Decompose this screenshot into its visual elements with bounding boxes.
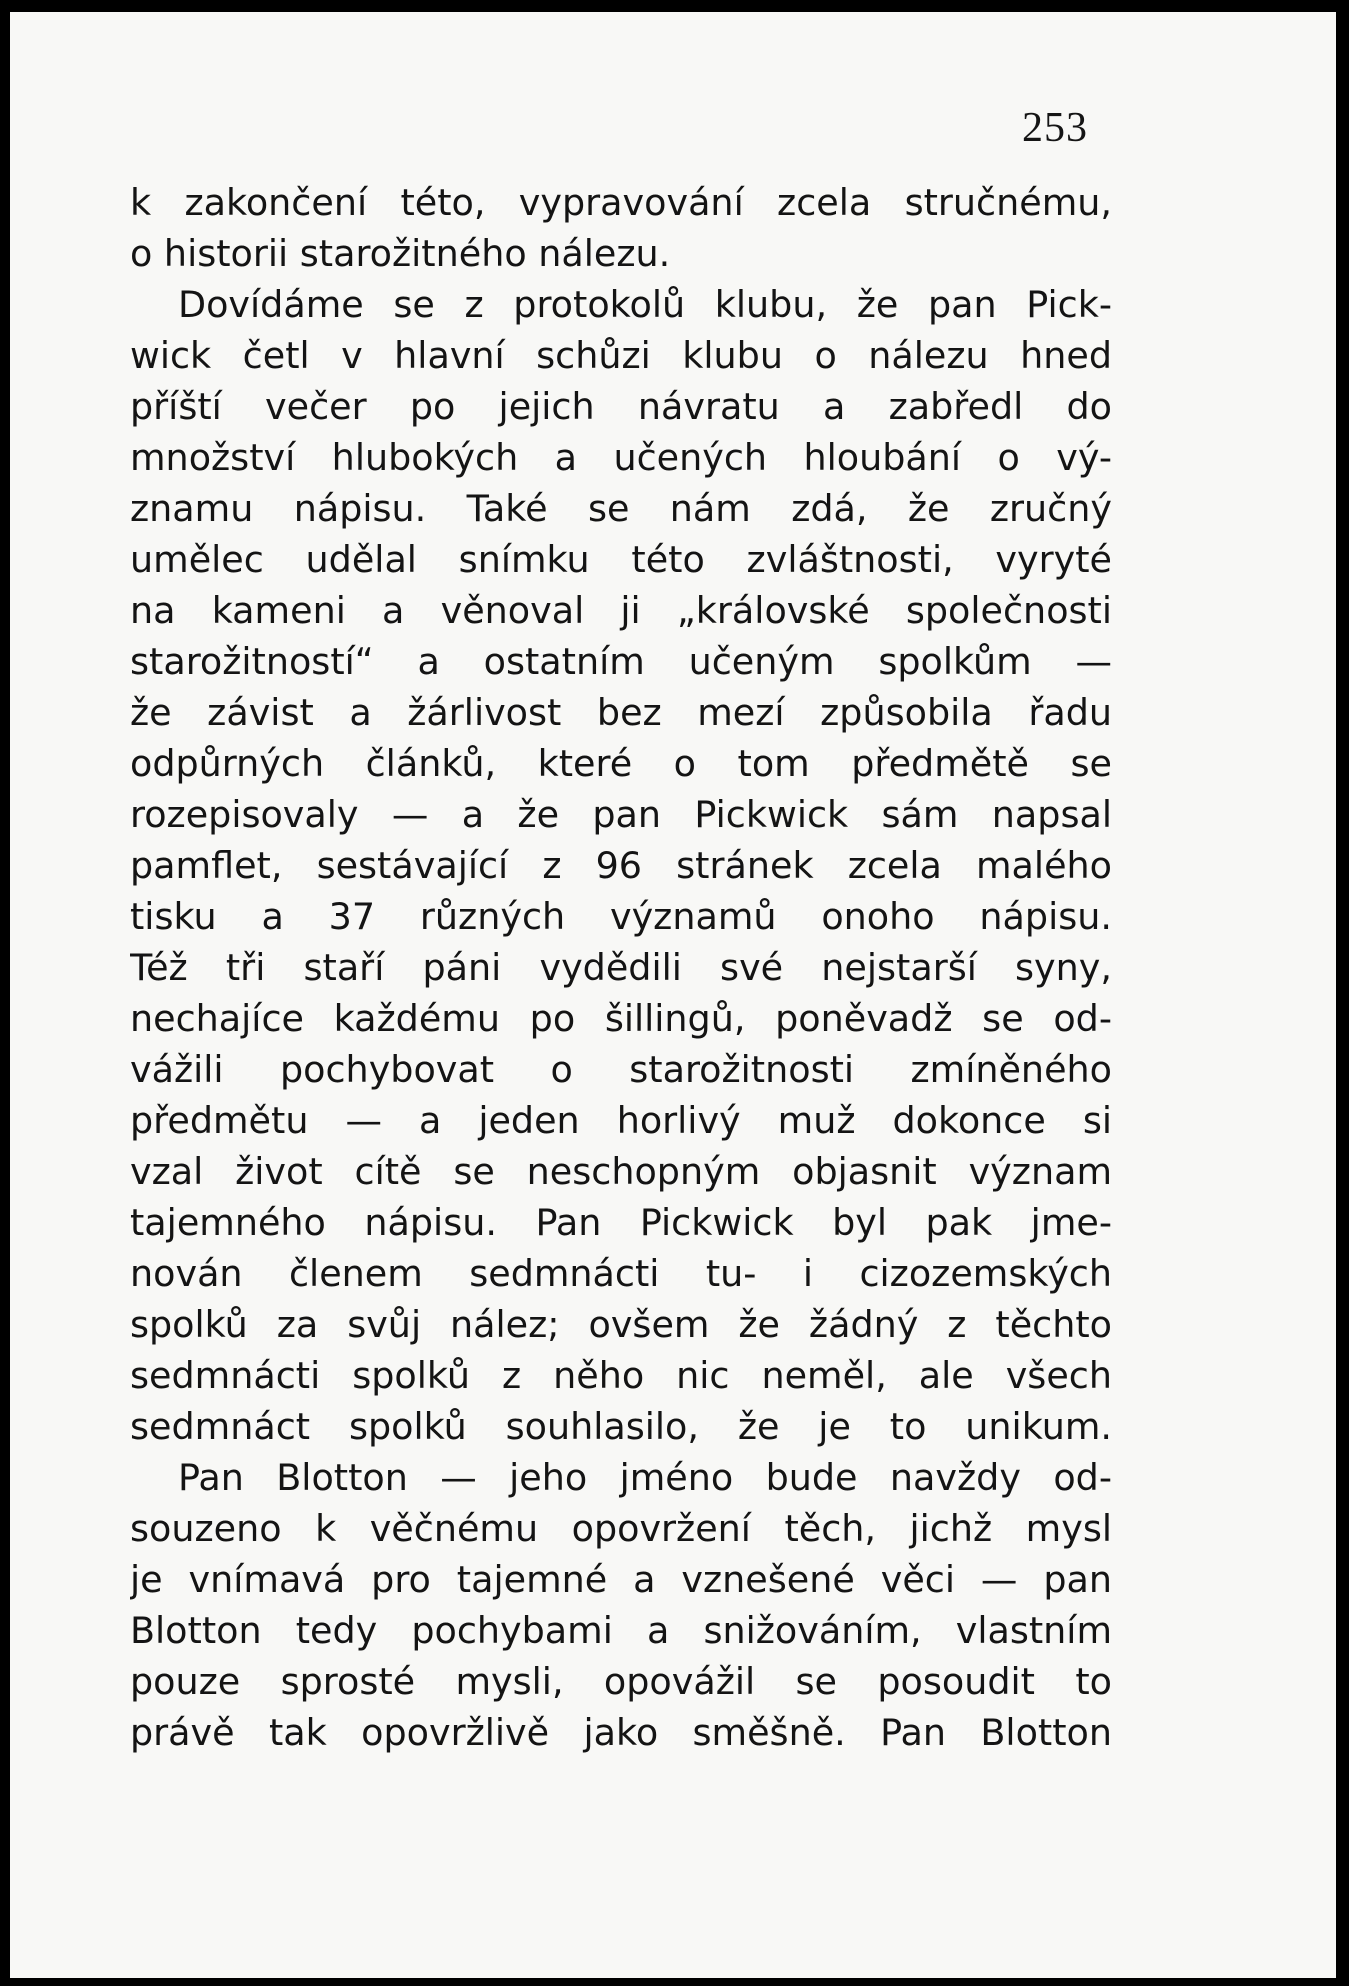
text-line: Blotton tedy pochybami a snižováním, vlastním <box>130 1609 1112 1652</box>
text-line: spolků za svůj nález; ovšem že žádný z těchto <box>130 1303 1112 1346</box>
text-line: rozepisovaly — a že pan Pickwick sám napsal <box>130 793 1112 836</box>
text-line: umělec udělal snímku této zvláštnosti, vyryté <box>130 538 1112 581</box>
text-line: odpůrných článků, které o tom předmětě se <box>130 742 1112 785</box>
book-page <box>10 12 1336 1978</box>
text-line: že závist a žárlivost bez mezí způsobila řadu <box>130 691 1112 734</box>
text-line: znamu nápisu. Také se nám zdá, že zručný <box>130 487 1112 530</box>
text-line: právě tak opovržlivě jako směšně. Pan Blotton <box>130 1711 1112 1754</box>
text-line: tajemného nápisu. Pan Pickwick byl pak jme- <box>130 1201 1112 1244</box>
text-line: pouze sprosté mysli, opovážil se posoudit to <box>130 1660 1112 1703</box>
text-line: sedmnácti spolků z něho nic neměl, ale všech <box>130 1354 1112 1397</box>
text-line: Pan Blotton — jeho jméno bude navždy od- <box>178 1456 1112 1499</box>
text-line: vzal život cítě se neschopným objasnit význam <box>130 1150 1112 1193</box>
text-line: na kameni a věnoval ji „královské společnosti <box>130 589 1112 632</box>
text-line: vážili pochybovat o starožitnosti zmíněného <box>130 1048 1112 1091</box>
text-line: nován členem sedmnácti tu- i cizozemských <box>130 1252 1112 1295</box>
text-line: nechajíce každému po šillingů, poněvadž se od- <box>130 997 1112 1040</box>
text-line: sedmnáct spolků souhlasilo, že je to unikum. <box>130 1405 1112 1448</box>
body-text <box>130 177 1112 1758</box>
text-line: wick četl v hlavní schůzi klubu o nálezu hned <box>130 334 1112 377</box>
text-line: pamflet, sestávající z 96 stránek zcela malého <box>130 844 1112 887</box>
text-line: souzeno k věčnému opovržení těch, jichž mysl <box>130 1507 1112 1550</box>
text-line: tisku a 37 různých významů onoho nápisu. <box>130 895 1112 938</box>
text-line: příští večer po jejich návratu a zabředl do <box>130 385 1112 428</box>
text-line: je vnímavá pro tajemné a vznešené věci — pan <box>130 1558 1112 1601</box>
text-line: k zakončení této, vypravování zcela stručnému, <box>130 181 1112 224</box>
text-line: Též tři staří páni vydědili své nejstarší syny, <box>130 946 1112 989</box>
text-line: o historii starožitného nálezu. <box>130 232 671 275</box>
text-line: předmětu — a jeden horlivý muž dokonce si <box>130 1099 1112 1142</box>
text-line: Dovídáme se z protokolů klubu, že pan Pick- <box>178 283 1112 326</box>
text-line: starožitností“ a ostatním učeným spolkům — <box>130 640 1112 683</box>
text-line: množství hlubokých a učených hloubání o vý- <box>130 436 1112 479</box>
page-number: 253 <box>1022 105 1088 151</box>
